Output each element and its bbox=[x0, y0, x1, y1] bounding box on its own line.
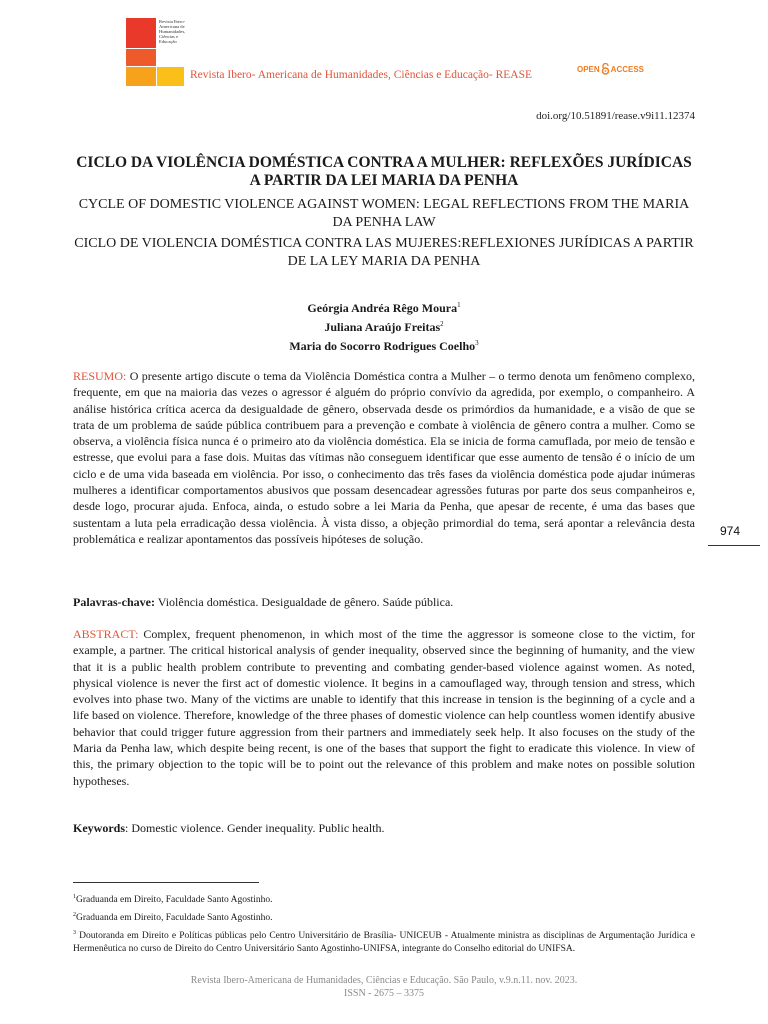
author-2: Juliana Araújo Freitas$^2$ bbox=[324, 320, 444, 334]
footnote-1: $^1$Graduanda em Direito, Faculdade Santo Agostinho. bbox=[73, 894, 273, 906]
journal-header: Revista Ibero- Americana de Humanidades, Ciências e Educação- REASE bbox=[190, 69, 533, 81]
logo-square-yellow-right bbox=[157, 67, 184, 86]
page-number: 974 bbox=[720, 524, 741, 538]
title-english: CYCLE OF DOMESTIC VIOLENCE AGAINST WOMEN: LEGAL REFLECTIONS FROM THE MARIA DA PENHA LAW bbox=[78, 197, 690, 230]
page-number-rule bbox=[708, 545, 760, 546]
footnote-divider bbox=[73, 882, 259, 883]
footnotes bbox=[73, 889, 695, 958]
author-list bbox=[70, 297, 698, 354]
author-3: Maria do Socorro Rodrigues Coelho$^3$ bbox=[289, 339, 479, 353]
author-3-footnote-mark[interactable]: 3 bbox=[475, 339, 479, 347]
title-portuguese: CICLO DA VIOLÊNCIA DOMÉSTICA CONTRA A MULHER: REFLEXÕES JURÍDICAS A PARTIR DA LEI MARIA DA PENHA bbox=[76, 154, 692, 189]
abstract-pt-label: RESUMO: bbox=[73, 369, 127, 383]
abstract-en-text: Complex, frequent phenomenon, in which most of the time the aggressor is someone close to the victim, for example, a partner. The critical historical analysis of gender inequality, observed since the beginning of humanity, and the view that it is a public health problem contribute to preventing and combating gender-based violence against women. As noted, physical violence is never the first act of domestic violence. It begins in a camouflaged way, through tension and stress, which evolves into phase two. Many of the victims are unable to identify that this increase in tension is the beginning of a cycle and a life based on violence. Therefore, knowledge of the three phases of domestic violence can help countless women identify abusive behavior that could trigger future aggression from their partners and immediately seek help. It also focuses on the study of the Maria da Penha law, which despite being recent, is one of the bases that support the fight to eradicate this violence. In view of this, the primary objection to the topic will be to point out the relevance of this problem and make notes on possible solution hypotheses. bbox=[73, 627, 695, 788]
abstract-english bbox=[73, 626, 695, 789]
open-access-badge bbox=[577, 63, 644, 75]
open-access-right: ACCESS bbox=[610, 64, 645, 74]
footnote-2: $^2$Graduanda em Direito, Faculdade Santo Agostinho. bbox=[73, 912, 273, 924]
open-access-left: OPEN bbox=[577, 64, 600, 74]
title-spanish: CICLO DE VIOLENCIA DOMÉSTICA CONTRA LAS MUJERES:REFLEXIONES JURÍDICAS A PARTIR DE LA LEY MARIA DA PENHA bbox=[74, 236, 694, 269]
footer-citation: Revista Ibero-Americana de Humanidades, Ciências e Educação. São Paulo, v.9.n.11. nov. 2023. bbox=[190, 975, 578, 986]
footer-issn: ISSN - 2675 – 3375 bbox=[343, 988, 424, 999]
footnote-3: $^3$ Doutoranda em Direito e Políticas públicas pelo Centro Universitário de Brasília- UNICEUB - Atualmente ministra as disciplinas de Argumentação Jurídica e Hermenêutica no curso de Direito do Centro Universitário Santo Agostinho-UNIFSA, integrante do Conselho editorial do UNIFSA. bbox=[73, 930, 695, 955]
page-footer bbox=[100, 974, 668, 1000]
author-2-footnote-mark[interactable]: 2 bbox=[440, 320, 444, 328]
author-1: Geórgia Andréa Rêgo Moura$^1$ bbox=[307, 301, 461, 315]
keywords-pt-text: Violência doméstica. Desigualdade de gênero. Saúde pública. bbox=[157, 595, 454, 609]
open-access-lock-icon bbox=[601, 63, 610, 75]
logo-text: Revista Ibero-Americana de Humanidades, Ciências e Educação bbox=[159, 19, 186, 44]
doi-link[interactable]: doi.org/10.51891/rease.v9i11.12374 bbox=[536, 110, 695, 122]
keywords-en-label: Keywords bbox=[73, 821, 125, 835]
abstract-portuguese bbox=[73, 368, 695, 547]
abstract-en-label: ABSTRACT: bbox=[73, 627, 139, 641]
journal-logo bbox=[126, 18, 188, 86]
keywords-en-text: : Domestic violence. Gender inequality. Public health. bbox=[125, 821, 385, 835]
abstract-pt-text: O presente artigo discute o tema da Violência Doméstica contra a Mulher – o termo denota um fenômeno complexo, frequente, em que na maioria das vezes o agressor é alguém do próprio convívio da agredida, por exemplo, o companheiro. A análise histórica crítica acerca da desigualdade de gênero, observada desde os primórdios da humanidade, e a visão de que se trata de um problema de saúde pública contribuem para a prevenção e combate à violência de gênero contra a mulher. Como se observa, a violência física nunca é o primeiro ato da violência doméstica. Ela se inicia de forma camuflada, por meio de tensão e estresse, que evolui para a fase dois. Muitas das vítimas não conseguem identificar que esse aumento de tensão é o início de um ciclo e de uma vida baseada em violência. Por isso, o conhecimento das três fases da violência doméstica pode ajudar inúmeras mulheres a identificar comportamentos abusivos que possam desencadear agressões futuras por parte dos seus companheiros e, desde logo, procurar ajuda. Enfoca, ainda, o estudo sobre a lei Maria da Penha, que apesar de recente, é uma das bases que sustentam a luta pela erradicação dessa violência. À vista disso, a objeção primordial do tema, será apontar a relevância desta problemática e realizar apontamentos das possíveis hipóteses de solução. bbox=[73, 369, 695, 546]
logo-square-yellow bbox=[126, 67, 156, 86]
keywords-portuguese bbox=[73, 594, 695, 610]
keywords-pt-label: Palavras-chave: bbox=[73, 595, 155, 609]
keywords-english bbox=[73, 820, 695, 836]
logo-square-red bbox=[126, 18, 156, 48]
logo-square-orange bbox=[126, 49, 156, 66]
author-1-footnote-mark[interactable]: 1 bbox=[457, 301, 461, 309]
